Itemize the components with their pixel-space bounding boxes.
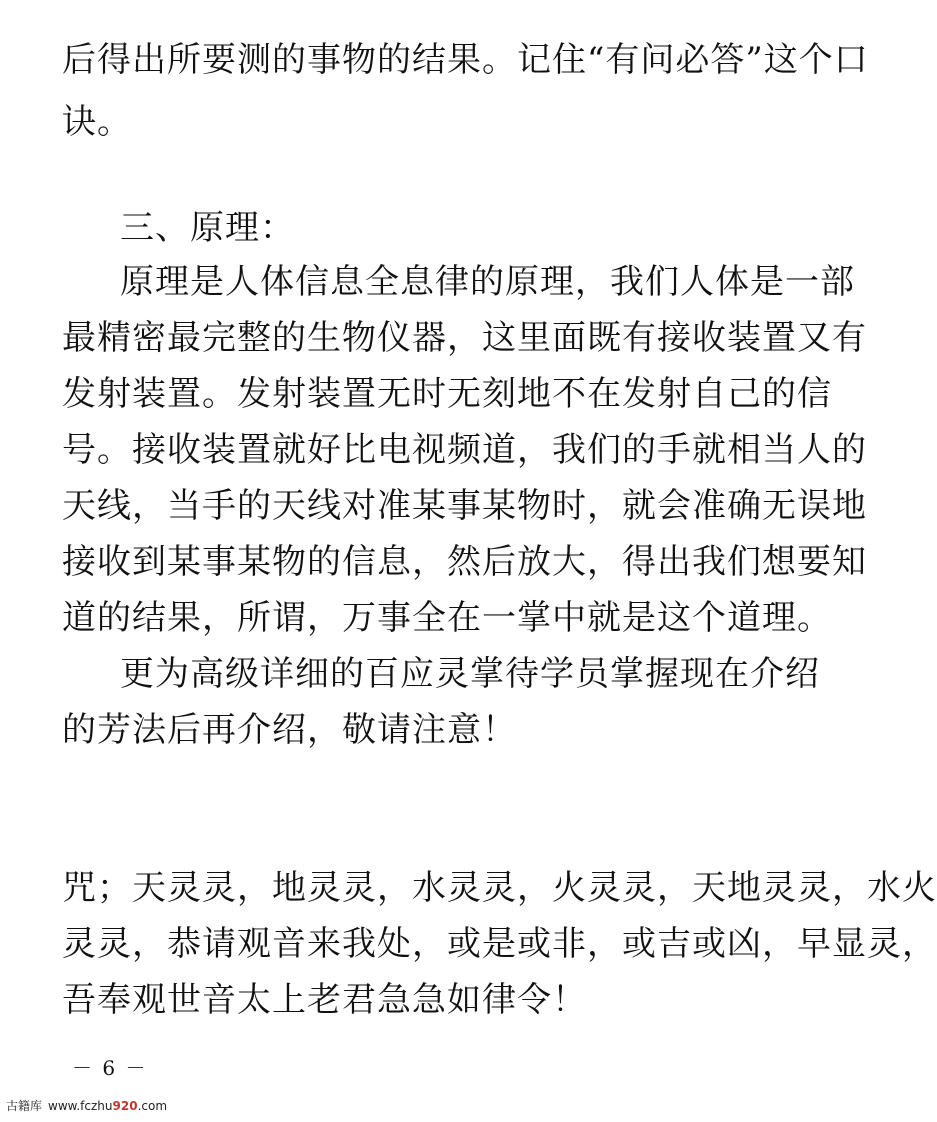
footer-site: www.fczhu920.com [48, 1099, 168, 1113]
text-line: 诀。 [62, 102, 132, 142]
text-line: 的芳法后再介绍，敬请注意！ [62, 710, 517, 750]
page-number: － 6 － [72, 1056, 148, 1080]
text-line: 号。接收装置就好比电视频道，我们的手就相当人的 [62, 430, 867, 470]
text-line: 更为高级详细的百应灵掌待学员掌握现在介绍 [120, 654, 820, 694]
text-line: 天线，当手的天线对准某事某物时，就会准确无误地 [62, 486, 867, 526]
text-line: 发射装置。发射装置无时无刻地不在发射自己的信 [62, 374, 832, 414]
text-line: 后得出所要测的事物的结果。记住“有问必答”这个口 [62, 40, 869, 80]
footer-label: 古籍库 [6, 1099, 43, 1113]
incantation-line: 咒；天灵灵，地灵灵，水灵灵，火灵灵，天地灵灵，水火 [62, 868, 937, 908]
incantation-line: 吾奉观世音太上老君急急如律令！ [62, 980, 587, 1020]
section-heading: 三、原理： [120, 208, 295, 248]
footer-watermark [6, 1098, 167, 1114]
text-line: 原理是人体信息全息律的原理，我们人体是一部 [120, 262, 855, 302]
text-line: 最精密最完整的生物仪器，这里面既有接收装置又有 [62, 318, 867, 358]
text-line: 接收到某事某物的信息，然后放大，得出我们想要知 [62, 542, 867, 582]
text-line: 道的结果，所谓，万事全在一掌中就是这个道理。 [62, 598, 832, 638]
incantation-line: 灵灵，恭请观音来我处，或是或非，或吉或凶，早显灵， [62, 924, 937, 964]
